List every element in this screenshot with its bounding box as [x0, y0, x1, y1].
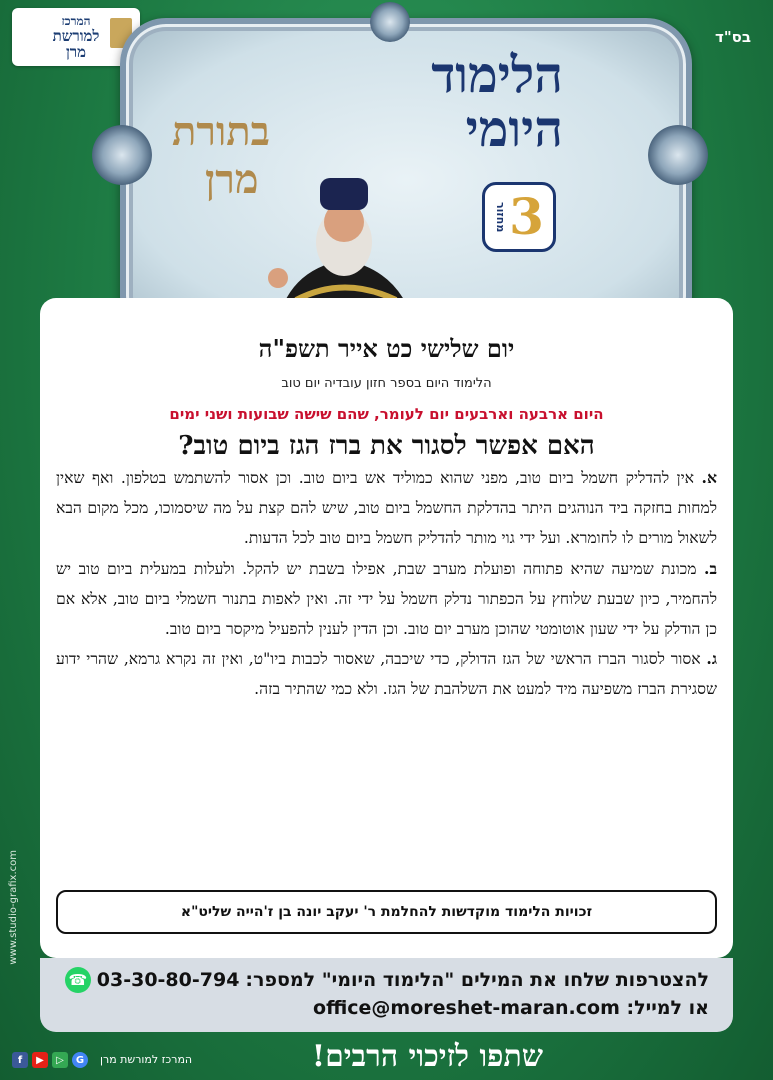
bsd-mark: בס"ד [715, 28, 751, 46]
subtitle-line-2: מרן [205, 156, 259, 203]
facebook-icon[interactable]: f [12, 1052, 28, 1068]
lesson-source: הלימוד היום בספר חזון עובדיה יום טוב [281, 376, 492, 391]
title-line-1: הלימוד [431, 45, 563, 104]
paragraph-c [56, 644, 717, 704]
logo-line-3: מרן [65, 42, 87, 61]
paragraph-letter: ב. [704, 558, 717, 578]
share-slogan: שתפו לזיכוי הרבים! [311, 1039, 543, 1074]
logo-line-1: המרכז [61, 13, 91, 28]
ornament-left-icon [92, 125, 152, 185]
lesson-card [40, 298, 733, 958]
cycle-number: 3 [509, 187, 544, 246]
dedication-box: זכויות הלימוד מוקדשות להחלמת ר' יעקב יונה בן ז'הייה שליט"א [56, 890, 717, 934]
subscribe-line-1 [64, 966, 709, 994]
whatsapp-icon[interactable]: ☎ [65, 967, 91, 993]
lesson-question: האם אפשר לסגור את ברז הגז ביום טוב? [178, 431, 595, 461]
paragraph-text: אסור לסגור הברז הראשי של הגז הדולק, כדי שיכבה, שאסור לכבות ביו"ט, ואין זה נקרא גרמא, שהרי ידוע שסגירת הברז משפיעה מיד למעט את השלהבת של הגז. ולא כמי שהתיר בזה. [56, 650, 717, 699]
google-play-icon[interactable]: ▷ [52, 1052, 68, 1068]
paragraph-letter: א. [701, 468, 717, 487]
paragraph-b [56, 554, 717, 645]
lesson-body [56, 463, 717, 705]
youtube-icon[interactable]: ▶ [32, 1052, 48, 1068]
subscribe-line-2[interactable]: או למייל: office@moreshet-maran.com [313, 997, 709, 1019]
ornament-top-icon [370, 2, 410, 42]
subscribe-bar [40, 958, 733, 1032]
paragraph-text: מכונת שמיעה שהיא פתוחה ופועלת מערב שבת, אפילו בשבת יש להקל. ולעלות במעלית ביום טוב יש להחמיר, כיון שבעת שלוחץ על הכפתור נדלק חשמל על ידי זה. ואין לאפות בתנור חשמלי ביום טוב, אלא אם כן הודלק על ידי שעון אוטומטי שהוכן מערב יום טוב. וכן הדין לענין להפעיל מיקסר ביום טוב. [56, 559, 717, 639]
cycle-label: מחזור [494, 201, 508, 233]
hebrew-date: יום שלישי כט אייר תשפ"ה [258, 334, 515, 363]
paragraph-a [56, 463, 717, 554]
subscribe-phone[interactable]: 03-30-80-794 [96, 969, 240, 991]
google-icon[interactable]: G [72, 1052, 88, 1068]
paragraph-letter: ג. [706, 649, 717, 669]
footer-org-name: המרכז למורשת מרן [100, 1053, 193, 1066]
title-line-2: היומי [465, 99, 563, 158]
studio-credit: www.studio-grafix.com [8, 850, 19, 965]
subtitle-line-1: בתורת [172, 108, 270, 155]
cycle-badge [482, 182, 556, 252]
subscribe-text: להצטרפות שלחו את המילים "הלימוד היומי" למספר: [245, 969, 709, 991]
ornament-right-icon [648, 125, 708, 185]
social-icons [12, 1052, 88, 1068]
omer-count: היום ארבעה וארבעים יום לעומר, שהם שישה שבועות ושני ימים [169, 405, 604, 423]
logo-line-2: למורשת [52, 26, 100, 45]
paragraph-text: אין להדליק חשמל ביום טוב, מפני שהוא כמוליד אש ביום טוב. וכן אסור להשתמש בטלפון. ואף שאין למחות בחזקה ביד הנוהגים היתר בהדלקת החשמל ביום טוב, שיש להם קצת על מה שיסמוכו, מכל מקום הבא לשאול מורים לו לחומרא. ועל ידי גוי מותר להדליק חשמל ביום טוב לכל הדעות. [56, 469, 717, 548]
